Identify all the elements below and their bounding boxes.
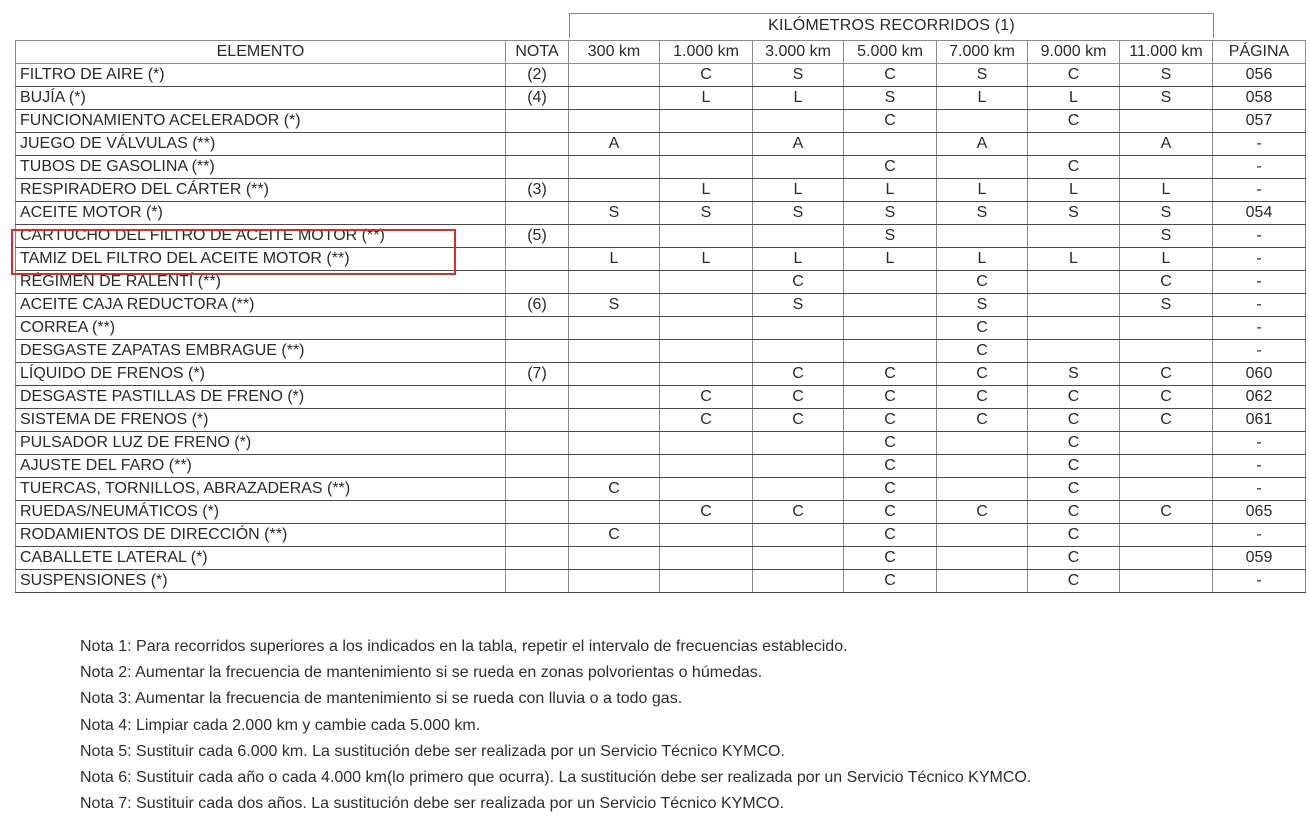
interval-cell (937, 225, 1028, 248)
page-cell: - (1213, 340, 1306, 363)
interval-cell: C (753, 271, 844, 294)
interval-cell: C (1120, 501, 1213, 524)
interval-cell: C (937, 340, 1028, 363)
interval-cell: C (1028, 524, 1120, 547)
element-cell: TUBOS DE GASOLINA (**) (16, 156, 506, 179)
interval-cell: C (937, 409, 1028, 432)
element-cell: LÍQUIDO DE FRENOS (*) (16, 363, 506, 386)
interval-cell (660, 133, 753, 156)
note-cell (506, 386, 569, 409)
interval-cell: C (1028, 547, 1120, 570)
interval-cell: C (569, 524, 660, 547)
note-cell: (5) (506, 225, 569, 248)
interval-cell (660, 455, 753, 478)
element-cell: TAMIZ DEL FILTRO DEL ACEITE MOTOR (**) (16, 248, 506, 271)
interval-cell (1120, 455, 1213, 478)
interval-cell (844, 317, 937, 340)
table-row (16, 455, 1306, 478)
interval-cell (937, 524, 1028, 547)
page-cell: - (1213, 156, 1306, 179)
note-cell: (7) (506, 363, 569, 386)
table-row (16, 64, 1306, 87)
table-row (16, 409, 1306, 432)
interval-cell: C (660, 64, 753, 87)
interval-cell: C (1120, 271, 1213, 294)
interval-cell (1028, 271, 1120, 294)
interval-cell: L (753, 179, 844, 202)
note-line: Nota 7: Sustituir cada dos años. La sustitución debe ser realizada por un Servicio Técnico KYMCO. (80, 795, 785, 813)
page-cell: - (1213, 570, 1306, 593)
interval-cell: L (753, 248, 844, 271)
interval-cell (569, 432, 660, 455)
interval-cell: S (937, 294, 1028, 317)
interval-cell (1120, 432, 1213, 455)
page-cell: - (1213, 271, 1306, 294)
note-line: Nota 1: Para recorridos superiores a los indicados en la tabla, repetir el intervalo de frecuencias establecido. (80, 638, 848, 655)
note-cell (506, 133, 569, 156)
column-header: 11.000 km (1120, 41, 1213, 64)
interval-cell (660, 570, 753, 593)
note-cell (506, 501, 569, 524)
interval-cell: S (1120, 294, 1213, 317)
note-cell: (6) (506, 294, 569, 317)
interval-cell: L (937, 87, 1028, 110)
table-row (16, 432, 1306, 455)
interval-cell (937, 455, 1028, 478)
interval-cell: L (660, 179, 753, 202)
table-row (16, 386, 1306, 409)
page-cell: 065 (1213, 501, 1306, 524)
interval-cell: C (753, 501, 844, 524)
element-cell: RODAMIENTOS DE DIRECCIÓN (**) (16, 524, 506, 547)
note-cell (506, 110, 569, 133)
interval-cell: C (753, 363, 844, 386)
note-cell (506, 156, 569, 179)
interval-cell (660, 432, 753, 455)
interval-cell (660, 156, 753, 179)
interval-cell (753, 524, 844, 547)
interval-cell (1028, 225, 1120, 248)
interval-cell (569, 110, 660, 133)
interval-cell: C (1028, 110, 1120, 133)
table-row (16, 271, 1306, 294)
element-cell: SUSPENSIONES (*) (16, 570, 506, 593)
column-header: NOTA (506, 41, 569, 64)
interval-cell (844, 271, 937, 294)
page-cell: 054 (1213, 202, 1306, 225)
interval-cell (753, 432, 844, 455)
interval-cell: L (937, 248, 1028, 271)
page-cell: 057 (1213, 110, 1306, 133)
interval-cell (660, 317, 753, 340)
interval-cell (569, 225, 660, 248)
table-row (16, 570, 1306, 593)
interval-cell (569, 363, 660, 386)
interval-cell (844, 133, 937, 156)
interval-cell: L (1028, 179, 1120, 202)
interval-cell: S (660, 202, 753, 225)
interval-cell: C (937, 317, 1028, 340)
interval-cell: C (937, 363, 1028, 386)
interval-cell: L (660, 248, 753, 271)
interval-cell: C (844, 363, 937, 386)
table-row (16, 202, 1306, 225)
note-line: Nota 2: Aumentar la frecuencia de mantenimiento si se rueda en zonas polvorientas o húmedas. (80, 664, 763, 682)
element-cell: RÉGIMEN DE RALENTÍ (**) (16, 271, 506, 294)
interval-cell: A (569, 133, 660, 156)
element-cell: ACEITE MOTOR (*) (16, 202, 506, 225)
table-row (16, 501, 1306, 524)
interval-cell: C (844, 409, 937, 432)
interval-cell (660, 524, 753, 547)
element-cell: TUERCAS, TORNILLOS, ABRAZADERAS (**) (16, 478, 506, 501)
note-cell (506, 547, 569, 570)
interval-cell (569, 156, 660, 179)
interval-cell: C (844, 547, 937, 570)
page-cell: - (1213, 478, 1306, 501)
interval-cell: C (660, 501, 753, 524)
interval-cell: L (753, 87, 844, 110)
interval-cell (1120, 156, 1213, 179)
maintenance-table (15, 40, 1306, 593)
page-cell: - (1213, 455, 1306, 478)
interval-cell: A (1120, 133, 1213, 156)
interval-cell: L (844, 179, 937, 202)
note-cell (506, 524, 569, 547)
table-row (16, 294, 1306, 317)
interval-cell: C (1028, 478, 1120, 501)
table-row (16, 340, 1306, 363)
interval-cell: C (1028, 156, 1120, 179)
interval-cell: C (1028, 570, 1120, 593)
page-cell: - (1213, 524, 1306, 547)
element-cell: FUNCIONAMIENTO ACELERADOR (*) (16, 110, 506, 133)
page-cell: - (1213, 179, 1306, 202)
interval-cell (569, 340, 660, 363)
interval-cell: S (1120, 64, 1213, 87)
element-cell: AJUSTE DEL FARO (**) (16, 455, 506, 478)
element-cell: DESGASTE PASTILLAS DE FRENO (*) (16, 386, 506, 409)
table-row (16, 133, 1306, 156)
table-row (16, 110, 1306, 133)
interval-cell: C (1028, 432, 1120, 455)
interval-cell (753, 547, 844, 570)
interval-cell (844, 294, 937, 317)
interval-cell (1028, 294, 1120, 317)
table-row (16, 225, 1306, 248)
interval-cell: L (660, 87, 753, 110)
interval-cell: C (844, 64, 937, 87)
column-header: 300 km (569, 41, 660, 64)
interval-cell: C (569, 478, 660, 501)
interval-cell: S (844, 202, 937, 225)
column-header: 5.000 km (844, 41, 937, 64)
interval-cell: C (1028, 386, 1120, 409)
interval-cell: L (1028, 248, 1120, 271)
interval-cell (660, 340, 753, 363)
interval-cell (660, 110, 753, 133)
interval-cell: C (660, 386, 753, 409)
interval-cell (753, 340, 844, 363)
interval-cell: C (660, 409, 753, 432)
interval-cell: C (844, 156, 937, 179)
table-row (16, 363, 1306, 386)
note-cell (506, 271, 569, 294)
page-cell: 059 (1213, 547, 1306, 570)
interval-cell: L (1028, 87, 1120, 110)
notes-section (80, 634, 1280, 817)
interval-cell (660, 547, 753, 570)
interval-cell (660, 363, 753, 386)
interval-cell (753, 110, 844, 133)
interval-cell (753, 570, 844, 593)
page-cell: 062 (1213, 386, 1306, 409)
note-cell (506, 478, 569, 501)
interval-cell: C (844, 524, 937, 547)
page-cell: - (1213, 248, 1306, 271)
interval-cell (1120, 524, 1213, 547)
interval-cell (937, 547, 1028, 570)
interval-cell: S (1120, 202, 1213, 225)
note-cell: (2) (506, 64, 569, 87)
interval-cell (753, 478, 844, 501)
interval-cell: L (937, 179, 1028, 202)
note-cell (506, 570, 569, 593)
table-row (16, 547, 1306, 570)
interval-cell (937, 432, 1028, 455)
interval-cell: C (753, 386, 844, 409)
note-line: Nota 4: Limpiar cada 2.000 km y cambie cada 5.000 km. (80, 716, 481, 734)
interval-cell: S (844, 225, 937, 248)
interval-cell (569, 501, 660, 524)
interval-cell (844, 340, 937, 363)
column-header: PÁGINA (1213, 41, 1306, 64)
interval-cell (753, 225, 844, 248)
element-cell: RUEDAS/NEUMÁTICOS (*) (16, 501, 506, 524)
table-body (16, 64, 1306, 593)
interval-cell: S (844, 87, 937, 110)
element-cell: SISTEMA DE FRENOS (*) (16, 409, 506, 432)
interval-cell: L (1120, 248, 1213, 271)
interval-cell (569, 87, 660, 110)
column-header: 7.000 km (937, 41, 1028, 64)
table-row (16, 179, 1306, 202)
note-line: Nota 5: Sustituir cada 6.000 km. La sustitución debe ser realizada por un Servicio Técnico KYMCO. (80, 742, 785, 760)
interval-cell (569, 386, 660, 409)
interval-cell: C (753, 409, 844, 432)
interval-cell: C (844, 570, 937, 593)
interval-cell (753, 317, 844, 340)
page-cell: - (1213, 294, 1306, 317)
note-cell (506, 202, 569, 225)
interval-cell (569, 317, 660, 340)
interval-cell: A (753, 133, 844, 156)
interval-cell (937, 570, 1028, 593)
interval-cell: C (844, 478, 937, 501)
interval-cell: C (844, 432, 937, 455)
note-line: Nota 3: Aumentar la frecuencia de mantenimiento si se rueda con lluvia o a todo gas. (80, 690, 683, 708)
interval-cell: S (753, 294, 844, 317)
interval-cell: L (1120, 179, 1213, 202)
interval-cell: C (844, 455, 937, 478)
interval-cell: C (1028, 409, 1120, 432)
interval-cell (1028, 133, 1120, 156)
interval-cell (569, 409, 660, 432)
interval-cell: C (937, 386, 1028, 409)
page-cell: 056 (1213, 64, 1306, 87)
interval-cell (1120, 478, 1213, 501)
interval-cell: S (937, 202, 1028, 225)
element-cell: CARTUCHO DEL FILTRO DE ACEITE MOTOR (**) (16, 225, 506, 248)
interval-cell: S (1120, 87, 1213, 110)
element-cell: BUJÍA (*) (16, 87, 506, 110)
column-header: 1.000 km (660, 41, 753, 64)
interval-cell (1120, 317, 1213, 340)
page-cell: 061 (1213, 409, 1306, 432)
interval-cell: S (753, 202, 844, 225)
interval-cell (660, 225, 753, 248)
interval-cell (569, 64, 660, 87)
element-cell: PULSADOR LUZ DE FRENO (*) (16, 432, 506, 455)
table-row (16, 317, 1306, 340)
table-row (16, 156, 1306, 179)
note-cell (506, 409, 569, 432)
interval-cell: A (937, 133, 1028, 156)
page-cell: 060 (1213, 363, 1306, 386)
interval-cell (1120, 110, 1213, 133)
note-cell (506, 340, 569, 363)
interval-cell: C (1120, 409, 1213, 432)
note-cell (506, 455, 569, 478)
interval-cell: C (1028, 455, 1120, 478)
element-cell: ACEITE CAJA REDUCTORA (**) (16, 294, 506, 317)
interval-cell (937, 156, 1028, 179)
interval-cell: C (1028, 501, 1120, 524)
interval-cell: L (569, 248, 660, 271)
page-cell: - (1213, 432, 1306, 455)
table-header-row (16, 41, 1306, 64)
interval-cell (569, 271, 660, 294)
column-header: 9.000 km (1028, 41, 1120, 64)
interval-cell: S (1028, 202, 1120, 225)
interval-cell: S (569, 202, 660, 225)
table-row (16, 524, 1306, 547)
element-cell: CORREA (**) (16, 317, 506, 340)
interval-cell: C (1120, 363, 1213, 386)
note-cell (506, 317, 569, 340)
column-header: ELEMENTO (16, 41, 506, 64)
element-cell: RESPIRADERO DEL CÁRTER (**) (16, 179, 506, 202)
page-cell: - (1213, 225, 1306, 248)
interval-cell: S (1028, 363, 1120, 386)
interval-cell (753, 156, 844, 179)
interval-cell: L (844, 248, 937, 271)
interval-cell (569, 179, 660, 202)
interval-cell (660, 294, 753, 317)
element-cell: DESGASTE ZAPATAS EMBRAGUE (**) (16, 340, 506, 363)
element-cell: JUEGO DE VÁLVULAS (**) (16, 133, 506, 156)
element-cell: CABALLETE LATERAL (*) (16, 547, 506, 570)
interval-cell (660, 478, 753, 501)
interval-cell: C (844, 110, 937, 133)
note-cell (506, 248, 569, 271)
table-row (16, 87, 1306, 110)
table-row (16, 248, 1306, 271)
interval-cell (1028, 317, 1120, 340)
note-cell: (4) (506, 87, 569, 110)
interval-cell (937, 478, 1028, 501)
interval-cell (1120, 547, 1213, 570)
interval-cell (569, 455, 660, 478)
interval-cell: S (569, 294, 660, 317)
interval-cell: S (753, 64, 844, 87)
interval-cell: C (937, 271, 1028, 294)
interval-cell (660, 271, 753, 294)
interval-cell: S (1120, 225, 1213, 248)
interval-cell: C (937, 501, 1028, 524)
table-row (16, 478, 1306, 501)
interval-cell: C (844, 501, 937, 524)
note-line: Nota 6: Sustituir cada año o cada 4.000 km(lo primero que ocurra). La sustitución debe ser realizada por un Servicio Técnico KYMCO. (80, 769, 1032, 787)
interval-cell (753, 455, 844, 478)
page-cell: - (1213, 133, 1306, 156)
note-cell: (3) (506, 179, 569, 202)
column-header: 3.000 km (753, 41, 844, 64)
interval-cell (1028, 340, 1120, 363)
note-cell (506, 432, 569, 455)
element-cell: FILTRO DE AIRE (*) (16, 64, 506, 87)
interval-cell (1120, 570, 1213, 593)
interval-cell (569, 547, 660, 570)
interval-cell: C (844, 386, 937, 409)
page-cell: 058 (1213, 87, 1306, 110)
interval-cell (1120, 340, 1213, 363)
interval-cell: C (1120, 386, 1213, 409)
page-cell: - (1213, 317, 1306, 340)
interval-cell (569, 570, 660, 593)
interval-cell (937, 110, 1028, 133)
interval-cell: C (1028, 64, 1120, 87)
km-group-header: KILÓMETROS RECORRIDOS (1) (569, 13, 1214, 38)
interval-cell: S (937, 64, 1028, 87)
